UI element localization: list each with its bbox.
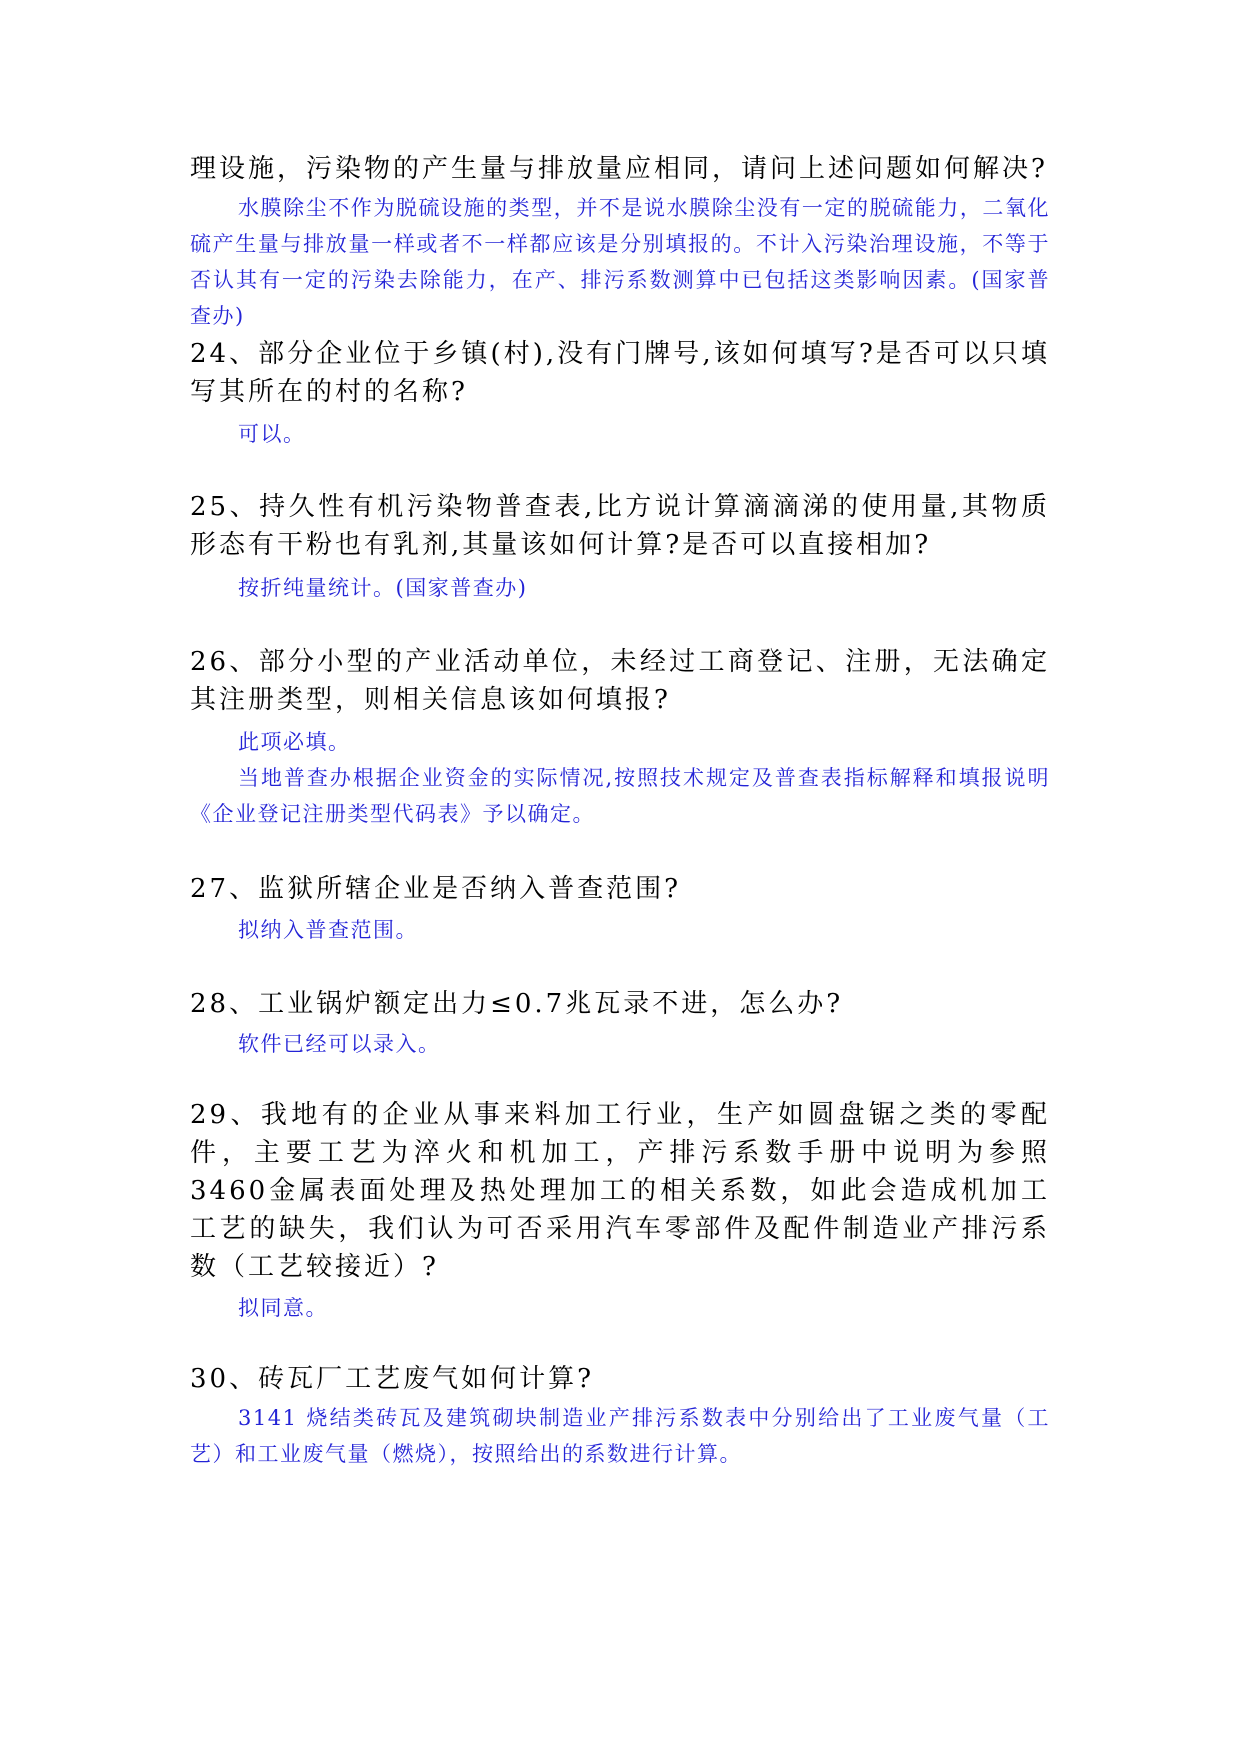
answer-29: 拟同意。: [238, 1296, 328, 1320]
answer-27: 拟纳入普查范围。: [238, 918, 418, 942]
answer-25: 按折纯量统计。(国家普查办): [238, 576, 528, 600]
answer-24: 可以。: [238, 422, 306, 446]
question-27: 27、监狱所辖企业是否纳入普查范围?: [190, 874, 682, 904]
answer-26-line-1: 此项必填。: [238, 730, 351, 754]
question-30: 30、砖瓦厂工艺废气如何计算?: [190, 1364, 595, 1394]
answer-23: 水膜除尘不作为脱硫设施的类型，并不是说水膜除尘没有一定的脱硫能力，二氧化硫产生量与排放量一样或者不一样都应该是分别填报的。不计入污染治理设施，不等于否认其有一定的污染去除能力，在产、排污系数测算中已包括这类影响因素。(国家普查办): [190, 196, 1050, 328]
question-25: 25、持久性有机污染物普查表,比方说计算滴滴涕的使用量,其物质形态有干粉也有乳剂,其量该如何计算?是否可以直接相加?: [190, 492, 1050, 560]
question-23-continuation: 理设施，污染物的产生量与排放量应相同，请问上述问题如何解决?: [190, 154, 1048, 184]
question-29: 29、我地有的企业从事来料加工行业，生产如圆盘锯之类的零配件，主要工艺为淬火和机加工，产排污系数手册中说明为参照3460金属表面处理及热处理加工的相关系数，如此会造成机加工工艺的缺失，我们认为可否采用汽车零部件及配件制造业产排污系数（工艺较接近）?: [190, 1100, 1050, 1282]
question-28: 28、工业锅炉额定出力≤0.7兆瓦录不进，怎么办?: [190, 989, 844, 1019]
question-26: 26、部分小型的产业活动单位，未经过工商登记、注册，无法确定其注册类型，则相关信息该如何填报?: [190, 647, 1050, 715]
question-24: 24、部分企业位于乡镇(村),没有门牌号,该如何填写?是否可以只填写其所在的村的名称?: [190, 339, 1050, 407]
answer-26-line-2: 当地普查办根据企业资金的实际情况,按照技术规定及普查表指标解释和填报说明《企业登记注册类型代码表》予以确定。: [190, 766, 1050, 826]
answer-28: 软件已经可以录入。: [238, 1032, 441, 1056]
answer-30: 3141 烧结类砖瓦及建筑砌块制造业产排污系数表中分别给出了工业废气量（工艺）和工业废气量（燃烧），按照给出的系数进行计算。: [190, 1406, 1050, 1466]
